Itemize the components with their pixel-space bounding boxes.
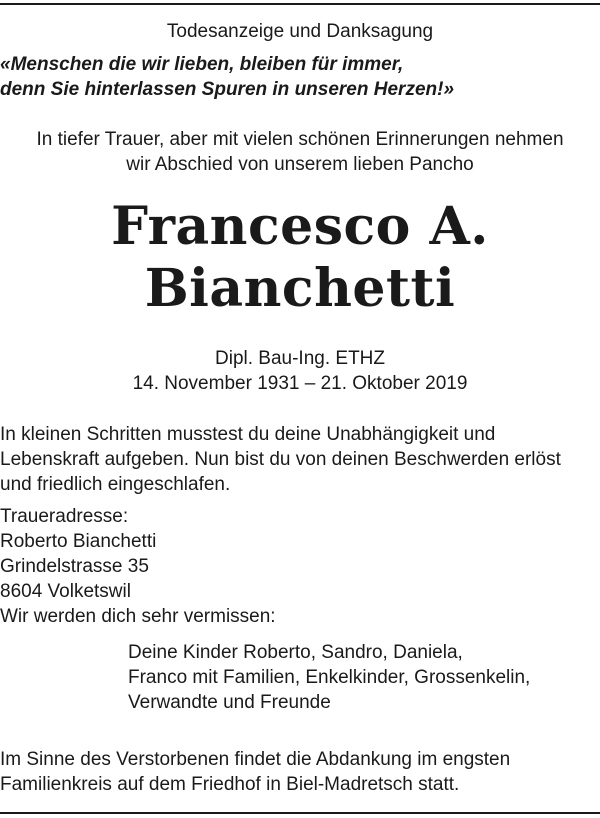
deceased-first-name: Francesco A.	[111, 196, 489, 257]
closing-line: Familienkreis auf dem Friedhof in Biel-Madretsch statt.	[0, 774, 460, 795]
bottom-rule	[0, 812, 600, 814]
address-name: Roberto Bianchetti	[0, 531, 157, 552]
top-rule	[0, 3, 600, 5]
intro-text	[0, 127, 600, 177]
address-city: 8604 Volketswil	[0, 581, 131, 602]
address-label: Traueradresse:	[0, 506, 129, 527]
body-line: In kleinen Schritten musstest du deine Unabhängigkeit und	[0, 424, 496, 445]
mourners-list	[128, 640, 600, 715]
motto-line: «Menschen die wir lieben, bleiben für immer,	[0, 54, 404, 75]
deceased-last-name: Bianchetti	[144, 258, 456, 319]
intro-line: In tiefer Trauer, aber mit vielen schönen Erinnerungen nehmen	[36, 129, 564, 150]
deceased-title: Dipl. Bau-Ing. ETHZ	[215, 348, 385, 369]
life-dates: 14. November 1931 – 21. Oktober 2019	[132, 373, 468, 394]
deceased-name	[0, 196, 600, 320]
address-street: Grindelstrasse 35	[0, 556, 149, 577]
motto-line: denn Sie hinterlassen Spuren in unseren Herzen!»	[0, 79, 455, 100]
intro-line: wir Abschied von unserem lieben Pancho	[126, 154, 474, 175]
motto-quote	[0, 52, 600, 102]
body-line: und friedlich eingeschlafen.	[0, 474, 231, 495]
deceased-details	[0, 346, 600, 396]
closing-line: Im Sinne des Verstorbenen findet die Abdankung im engsten	[0, 749, 511, 770]
body-paragraph	[0, 422, 600, 497]
notice-heading: Todesanzeige und Danksagung	[166, 21, 434, 42]
mourners-line: Deine Kinder Roberto, Sandro, Daniela,	[128, 642, 463, 663]
closing-paragraph	[0, 747, 600, 797]
mourners-line: Franco mit Familien, Enkelkinder, Grossenkelin,	[128, 667, 531, 688]
mourners-line: Verwandte und Freunde	[128, 692, 331, 713]
mourning-address	[0, 504, 600, 604]
body-line: Lebenskraft aufgeben. Nun bist du von deinen Beschwerden erlöst	[0, 449, 561, 470]
farewell-line: Wir werden dich sehr vermissen:	[0, 606, 276, 627]
